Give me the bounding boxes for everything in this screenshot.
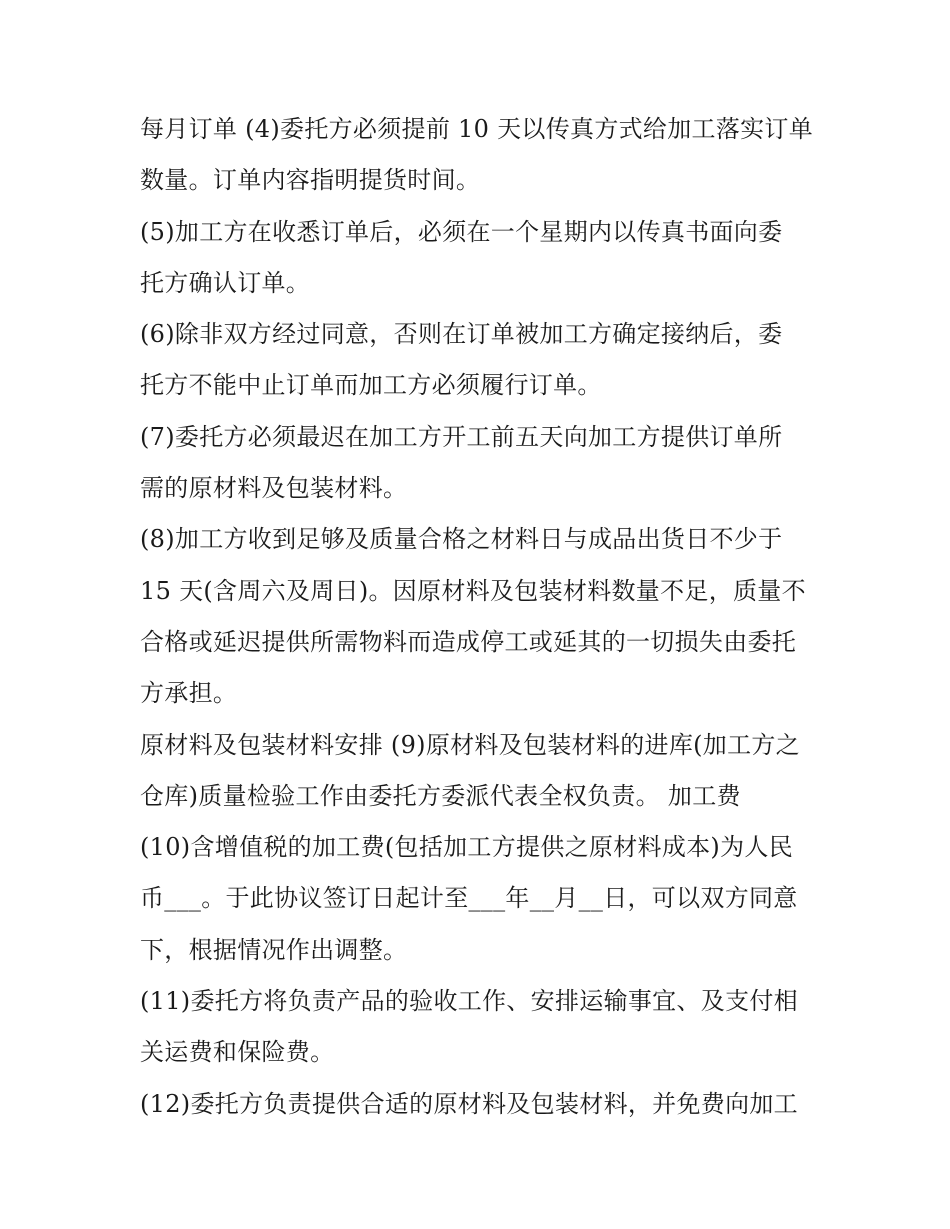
document-body (140, 104, 820, 1130)
text-line: (5)加工方在收悉订单后，必须在一个星期内以传真书面向委 (140, 217, 783, 246)
text-line: 托方确认订单。 (140, 268, 311, 297)
text-line: 托方不能中止订单而加工方必须履行订单。 (140, 371, 602, 400)
text-line: 方承担。 (140, 679, 238, 708)
text-line: 关运费和保险费。 (140, 1038, 335, 1067)
text-line: 合格或延迟提供所需物料而造成停工或延其的一切损失由委托 (140, 627, 797, 656)
text-line: 数量。订单内容指明提货时间。 (140, 166, 481, 195)
text-line: (11)委托方将负责产品的验收工作、安排运输事宜、及支付相 (140, 987, 798, 1016)
text-line: 下，根据情况作出调整。 (140, 935, 408, 964)
text-line: (10)含增值税的加工费(包括加工方提供之原材料成本)为人民 (140, 833, 793, 862)
text-line: (12)委托方负责提供合适的原材料及包装材料，并免费向加工 (140, 1089, 798, 1118)
text-line: 需的原材料及包装材料。 (140, 474, 408, 503)
text-line: (7)委托方必须最迟在加工方开工前五天向加工方提供订单所 (140, 422, 783, 451)
text-line: 15 天(含周六及周日)。因原材料及包装材料数量不足，质量不 (140, 576, 806, 605)
text-line: 币___。于此协议签订日起计至___年__月__日，可以双方同意 (140, 884, 798, 913)
text-line: (8)加工方收到足够及质量合格之材料日与成品出货日不少于 (140, 525, 783, 554)
text-line: 原材料及包装材料安排 (9)原材料及包装材料的进库(加工方之 (140, 730, 800, 759)
text-line: 仓库)质量检验工作由委托方委派代表全权负责。 加工费 (140, 781, 741, 810)
text-line: (6)除非双方经过同意，否则在订单被加工方确定接纳后，委 (140, 320, 783, 349)
text-line: 每月订单 (4)委托方必须提前 10 天以传真方式给加工落实订单 (140, 115, 814, 143)
